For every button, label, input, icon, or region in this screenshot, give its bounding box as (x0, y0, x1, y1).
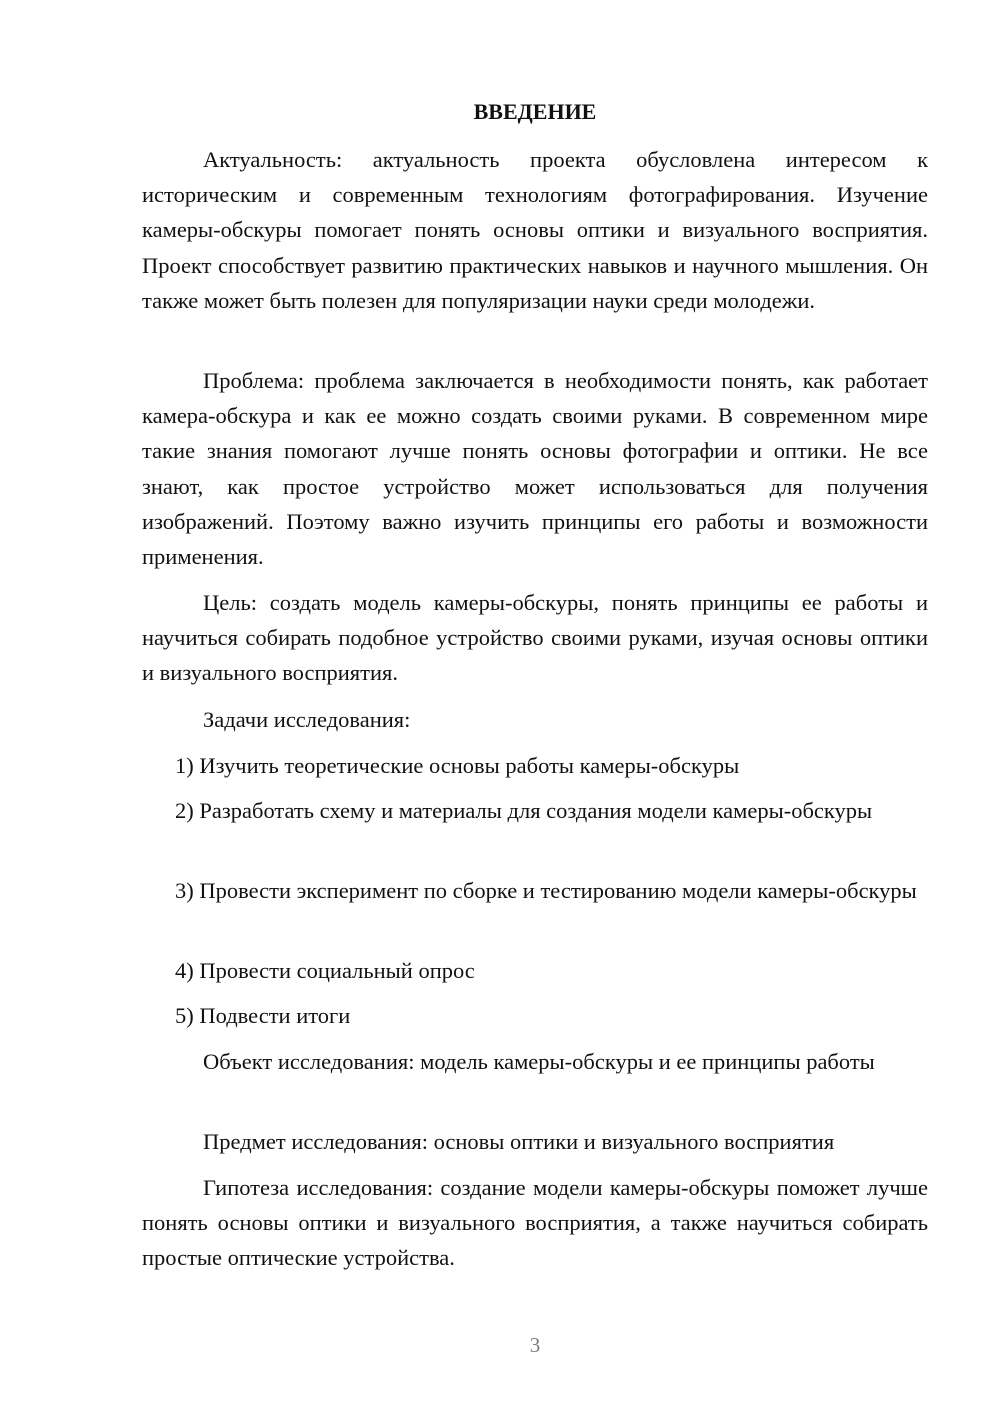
paragraph-object: Объект исследования: модель камеры-обскуры и ее принципы работы (203, 1049, 875, 1074)
list-item-task-1: 1) Изучить теоретические основы работы камеры-обскуры (175, 753, 740, 778)
paragraph-hypothesis: Гипотеза исследования: создание модели камеры-обскуры поможет лучше понять основы оптики и визуального восприятия, а также научиться собирать простые оптические устройства. (142, 1175, 928, 1271)
list-item-task-3: 3) Провести эксперимент по сборке и тестированию модели камеры-обскуры (175, 878, 917, 903)
paragraph-goal: Цель: создать модель камеры-обскуры, понять принципы ее работы и научиться собирать подобное устройство своими руками, изучая основы оптики и визуального восприятия. (142, 590, 928, 686)
page-title: ВВЕДЕНИЕ (473, 99, 597, 124)
paragraph-subject: Предмет исследования: основы оптики и визуального восприятия (203, 1129, 835, 1154)
paragraph-tasks-heading: Задачи исследования: (203, 707, 411, 732)
list-item-task-4: 4) Провести социальный опрос (175, 958, 475, 983)
document-page (142, 0, 928, 1414)
paragraph-problem: Проблема: проблема заключается в необходимости понять, как работает камера-обскура и как ее можно создать своими руками. В современном мире такие знания помогают лучше понять основы фотографии и оптики. Не все знают, как простое устройство может использоваться для получения изображений. Поэтому важно изучить принципы его работы и возможности применения. (142, 368, 928, 570)
list-item-task-2: 2) Разработать схему и материалы для создания модели камеры-обскуры (175, 798, 873, 823)
list-item-task-5: 5) Подвести итоги (175, 1003, 351, 1028)
page-number: 3 (529, 1333, 541, 1357)
paragraph-relevance: Актуальность: актуальность проекта обусловлена интересом к историческим и современным технологиям фотографирования. Изучение камеры-обскуры помогает понять основы оптики и визуального восприятия. Проект способствует развитию практических навыков и научного мышления. Он также может быть полезен для популяризации науки среди молодежи. (142, 147, 928, 313)
